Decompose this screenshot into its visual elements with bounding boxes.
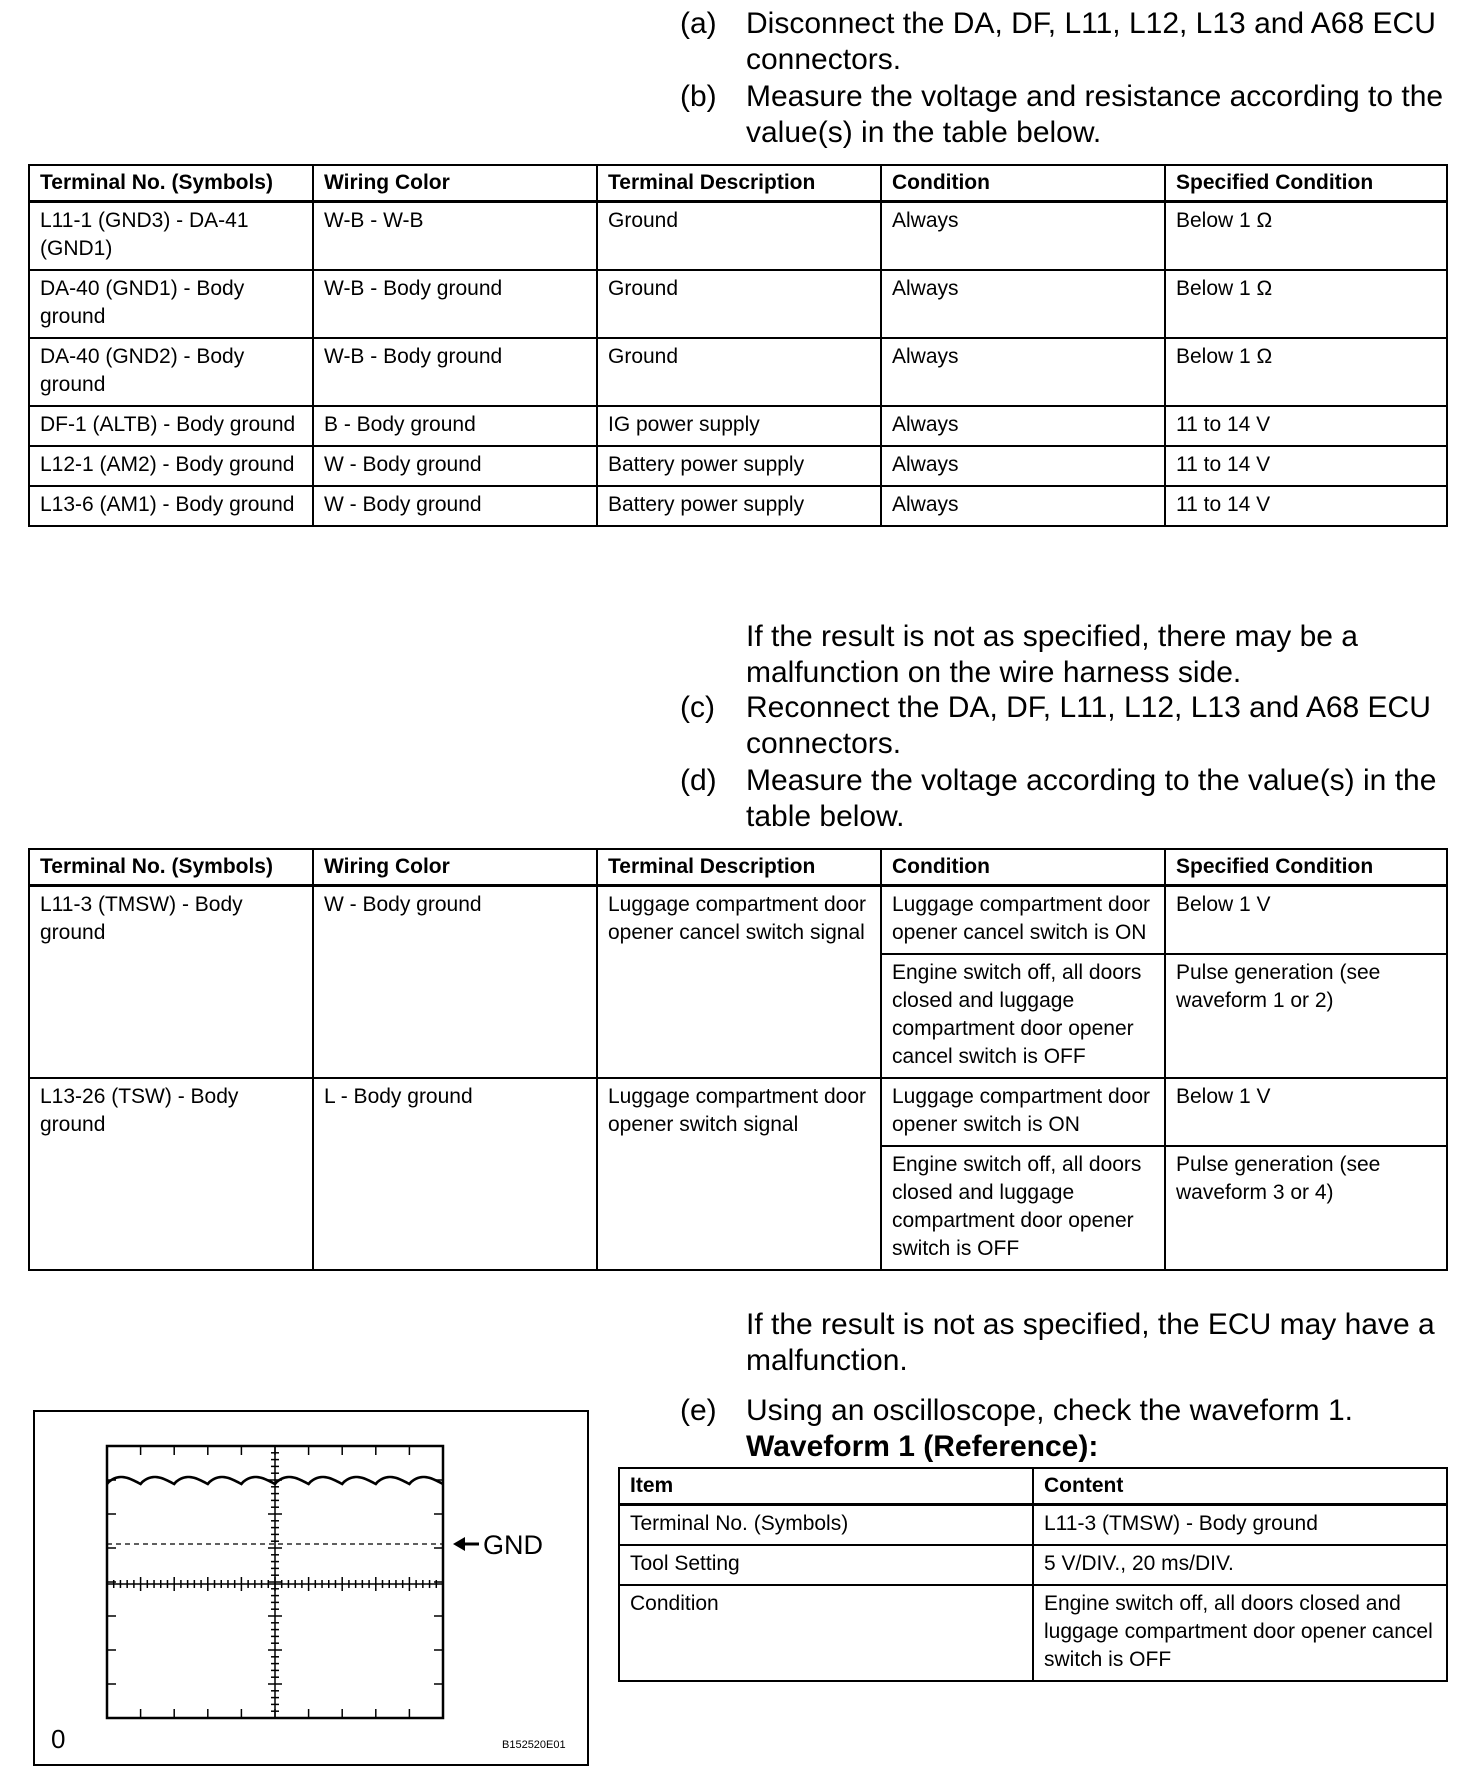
step-d <box>680 763 1450 835</box>
cell-item: Terminal No. (Symbols) <box>619 1505 1033 1546</box>
cell-condition: Luggage compartment door opener switch is ON <box>881 1078 1165 1146</box>
cell-item: Tool Setting <box>619 1545 1033 1585</box>
header-specified-condition: Specified Condition <box>1165 849 1447 886</box>
cell-description: Ground <box>597 338 881 406</box>
resistance-voltage-table <box>28 164 1448 527</box>
step-b-label: (b) <box>680 80 717 113</box>
step-c-text: Reconnect the DA, DF, L11, L12, L13 and A68 ECU connectors. <box>746 691 1431 760</box>
cell-specified: Below 1 V <box>1165 886 1447 955</box>
table-row <box>619 1505 1447 1546</box>
header-condition: Condition <box>881 165 1165 202</box>
cell-terminal: L12-1 (AM2) - Body ground <box>29 446 313 486</box>
cell-content: 5 V/DIV., 20 ms/DIV. <box>1033 1545 1447 1585</box>
step-c-label: (c) <box>680 691 715 724</box>
oscilloscope-figure <box>33 1410 589 1766</box>
table-row <box>29 486 1447 526</box>
cell-condition: Engine switch off, all doors closed and luggage compartment door opener cancel switch is OFF <box>881 954 1165 1078</box>
step-b-text: Measure the voltage and resistance according to the value(s) in the table below. <box>746 80 1444 149</box>
cell-condition: Engine switch off, all doors closed and luggage compartment door opener switch is OFF <box>881 1146 1165 1270</box>
cell-specified: 11 to 14 V <box>1165 446 1447 486</box>
origin-label: 0 <box>51 1724 66 1754</box>
cell-description: IG power supply <box>597 406 881 446</box>
header-content: Content <box>1033 1468 1447 1505</box>
cell-condition: Always <box>881 486 1165 526</box>
cell-condition: Always <box>881 406 1165 446</box>
cell-condition: Always <box>881 338 1165 406</box>
cell-specified: Pulse generation (see waveform 3 or 4) <box>1165 1146 1447 1270</box>
step-e-label: (e) <box>680 1394 717 1427</box>
cell-description: Ground <box>597 202 881 271</box>
cell-specified: Below 1 V <box>1165 1078 1447 1146</box>
cell-description: Ground <box>597 270 881 338</box>
header-terminal-description: Terminal Description <box>597 165 881 202</box>
cell-item: Condition <box>619 1585 1033 1681</box>
step-a-label: (a) <box>680 7 717 40</box>
table-row <box>29 886 1447 955</box>
cell-terminal: L13-6 (AM1) - Body ground <box>29 486 313 526</box>
header-condition: Condition <box>881 849 1165 886</box>
header-terminal: Terminal No. (Symbols) <box>29 165 313 202</box>
header-terminal-description: Terminal Description <box>597 849 881 886</box>
cell-specified: 11 to 14 V <box>1165 406 1447 446</box>
cell-terminal: L11-3 (TMSW) - Body ground <box>29 886 313 1079</box>
table-header-row <box>29 165 1447 202</box>
cell-specified: 11 to 14 V <box>1165 486 1447 526</box>
cell-condition: Always <box>881 202 1165 271</box>
cell-wiring-color: B - Body ground <box>313 406 597 446</box>
cell-condition: Always <box>881 270 1165 338</box>
cell-content: Engine switch off, all doors closed and luggage compartment door opener cancel switch is OFF <box>1033 1585 1447 1681</box>
table-row <box>29 1078 1447 1146</box>
cell-condition: Luggage compartment door opener cancel switch is ON <box>881 886 1165 955</box>
step-e-text: Using an oscilloscope, check the waveform 1. <box>746 1394 1353 1427</box>
table-row <box>29 270 1447 338</box>
cell-wiring-color: W-B - W-B <box>313 202 597 271</box>
cell-terminal: L11-1 (GND3) - DA-41 (GND1) <box>29 202 313 271</box>
cell-wiring-color: W-B - Body ground <box>313 270 597 338</box>
cell-wiring-color: W-B - Body ground <box>313 338 597 406</box>
cell-terminal: DA-40 (GND2) - Body ground <box>29 338 313 406</box>
note-ecu: If the result is not as specified, the ECU may have a malfunction. <box>746 1308 1435 1377</box>
cell-description: Luggage compartment door opener cancel switch signal <box>597 886 881 1079</box>
cell-terminal: DF-1 (ALTB) - Body ground <box>29 406 313 446</box>
cell-specified: Below 1 Ω <box>1165 270 1447 338</box>
header-terminal: Terminal No. (Symbols) <box>29 849 313 886</box>
step-e <box>680 1393 1450 1465</box>
cell-specified: Pulse generation (see waveform 1 or 2) <box>1165 954 1447 1078</box>
gnd-label: GND <box>483 1530 543 1560</box>
table-row <box>29 446 1447 486</box>
cell-content: L11-3 (TMSW) - Body ground <box>1033 1505 1447 1546</box>
step-d-text: Measure the voltage according to the value(s) in the table below. <box>746 764 1437 833</box>
figure-id: B152520E01 <box>502 1739 566 1751</box>
cell-specified: Below 1 Ω <box>1165 338 1447 406</box>
table-row <box>29 202 1447 271</box>
cell-terminal: DA-40 (GND1) - Body ground <box>29 270 313 338</box>
header-wiring-color: Wiring Color <box>313 165 597 202</box>
cell-description: Luggage compartment door opener switch signal <box>597 1078 881 1270</box>
cell-wiring-color: W - Body ground <box>313 446 597 486</box>
cell-description: Battery power supply <box>597 446 881 486</box>
cell-wiring-color: L - Body ground <box>313 1078 597 1270</box>
table-row <box>29 338 1447 406</box>
waveform-subtitle: Waveform 1 (Reference): <box>746 1430 1099 1463</box>
table-row <box>619 1545 1447 1585</box>
step-a-text: Disconnect the DA, DF, L11, L12, L13 and A68 ECU connectors. <box>746 7 1436 76</box>
table-header-row <box>619 1468 1447 1505</box>
cell-wiring-color: W - Body ground <box>313 886 597 1079</box>
note-harness: If the result is not as specified, there may be a malfunction on the wire harness side. <box>746 620 1358 689</box>
cell-terminal: L13-26 (TSW) - Body ground <box>29 1078 313 1270</box>
voltage-table <box>28 848 1448 1271</box>
step-c <box>680 690 1450 762</box>
table-row <box>29 406 1447 446</box>
step-b <box>680 79 1450 151</box>
header-item: Item <box>619 1468 1033 1505</box>
step-d-label: (d) <box>680 764 717 797</box>
step-a <box>680 6 1450 78</box>
scope-ticks <box>107 1446 443 1718</box>
cell-wiring-color: W - Body ground <box>313 486 597 526</box>
table-header-row <box>29 849 1447 886</box>
oscilloscope-graph <box>35 1412 587 1764</box>
cell-description: Battery power supply <box>597 486 881 526</box>
header-wiring-color: Wiring Color <box>313 849 597 886</box>
waveform-table <box>618 1467 1448 1682</box>
cell-specified: Below 1 Ω <box>1165 202 1447 271</box>
cell-condition: Always <box>881 446 1165 486</box>
header-specified-condition: Specified Condition <box>1165 165 1447 202</box>
table-row <box>619 1585 1447 1681</box>
